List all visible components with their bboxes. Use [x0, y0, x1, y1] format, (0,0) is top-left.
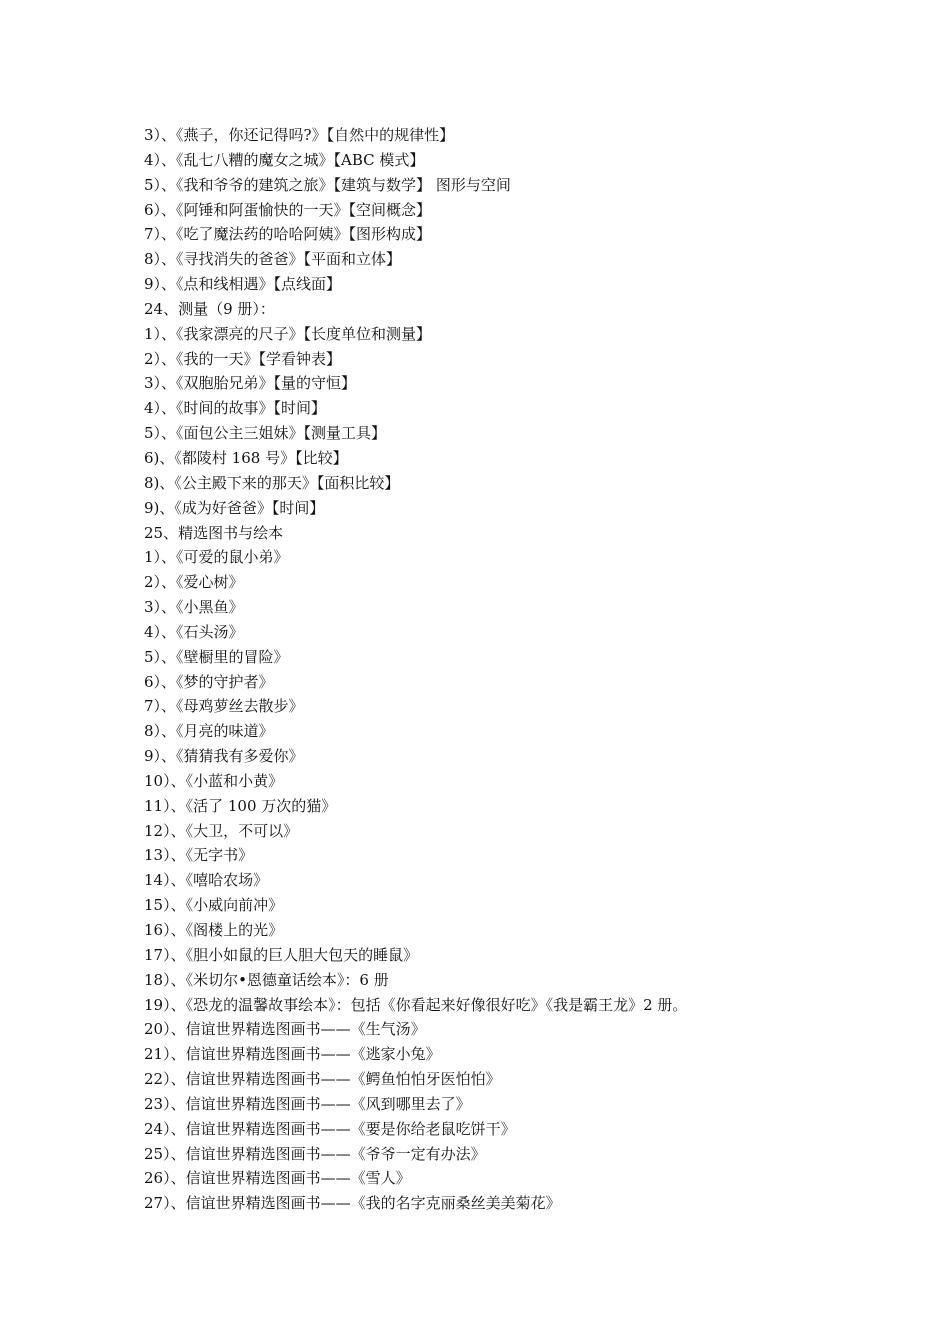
document-line: 5）、《我和爷爷的建筑之旅》【建筑与数学】 图形与空间 [144, 175, 511, 194]
document-line: 6)、《都陵村 168 号》【比较】 [144, 448, 348, 467]
document-line: 20）、信谊世界精选图画书——《生气汤》 [144, 1020, 426, 1039]
document-body [144, 123, 924, 1216]
document-line: 11）、《活了 100 万次的猫》 [144, 796, 337, 815]
document-line: 24）、信谊世界精选图画书——《要是你给老鼠吃饼干》 [144, 1119, 516, 1138]
document-line: 6）、《梦的守护者》 [144, 672, 274, 691]
document-line: 21）、信谊世界精选图画书——《逃家小兔》 [144, 1045, 441, 1064]
document-line: 4）、《乱七八糟的魔女之城》【ABC 模式】 [144, 150, 425, 169]
document-line: 25）、信谊世界精选图画书——《爷爷一定有办法》 [144, 1144, 486, 1163]
document-line: 5）、《面包公主三姐妹》【测量工具】 [144, 424, 387, 443]
document-line: 23）、信谊世界精选图画书——《风到哪里去了》 [144, 1094, 471, 1113]
document-line: 7）、《吃了魔法药的哈哈阿姨》【图形构成】 [144, 225, 432, 244]
document-line: 13）、《无字书》 [144, 846, 254, 865]
document-line: 24、测量（9 册）： [144, 299, 275, 318]
document-line: 8）、《月亮的味道》 [144, 722, 274, 741]
document-line: 9）、《猜猜我有多爱你》 [144, 747, 304, 766]
document-line: 25、精选图书与绘本 [144, 523, 284, 542]
document-line: 22）、信谊世界精选图画书——《鳄鱼怕怕牙医怕怕》 [144, 1070, 501, 1089]
document-line: 12）、《大卫，不可以》 [144, 821, 299, 840]
document-line: 1）、《可爱的鼠小弟》 [144, 548, 289, 567]
document-line: 2）、《我的一天》【学看钟表】 [144, 349, 342, 368]
document-line: 9）、《点和线相遇》【点线面】 [144, 275, 342, 294]
document-line: 5）、《壁橱里的冒险》 [144, 647, 289, 666]
document-line: 15）、《小威向前冲》 [144, 896, 284, 915]
document-line: 3）、《小黑鱼》 [144, 598, 244, 617]
document-line: 4）、《时间的故事》【时间】 [144, 399, 327, 418]
document-line: 18）、《米切尔•恩德童话绘本》：6 册 [144, 970, 389, 989]
document-line: 8）、《寻找消失的爸爸》【平面和立体】 [144, 250, 402, 269]
document-line: 6）、《阿锤和阿蛋愉快的一天》【空间概念】 [144, 200, 432, 219]
document-line: 19）、《恐龙的温馨故事绘本》：包括《你看起来好像很好吃》《我是霸王龙》2 册。 [144, 995, 688, 1014]
document-line: 17）、《胆小如鼠的巨人胆大包天的睡鼠》 [144, 945, 419, 964]
document-line: 3）、《燕子，你还记得吗?》【自然中的规律性】 [144, 126, 455, 144]
document-line: 3）、《双胞胎兄弟》【量的守恒】 [144, 374, 357, 393]
document-line: 9)、《成为好爸爸》【时间】 [144, 498, 325, 517]
document-line: 14）、《嘻哈农场》 [144, 871, 269, 890]
document-line: 2）、《爱心树》 [144, 573, 244, 592]
document-line: 16）、《阁楼上的光》 [144, 921, 284, 939]
document-line: 10）、《小蓝和小黄》 [144, 771, 284, 790]
document-line: 8)、《公主殿下来的那天》【面积比较】 [144, 473, 400, 492]
document-line: 7）、《母鸡萝丝去散步》 [144, 697, 304, 716]
document-line: 1）、《我家漂亮的尺子》【长度单位和测量】 [144, 324, 432, 343]
document-line: 4）、《石头汤》 [144, 622, 244, 641]
document-line: 26）、信谊世界精选图画书——《雪人》 [144, 1169, 411, 1188]
document-line: 27）、信谊世界精选图画书——《我的名字克丽桑丝美美菊花》 [144, 1194, 561, 1213]
